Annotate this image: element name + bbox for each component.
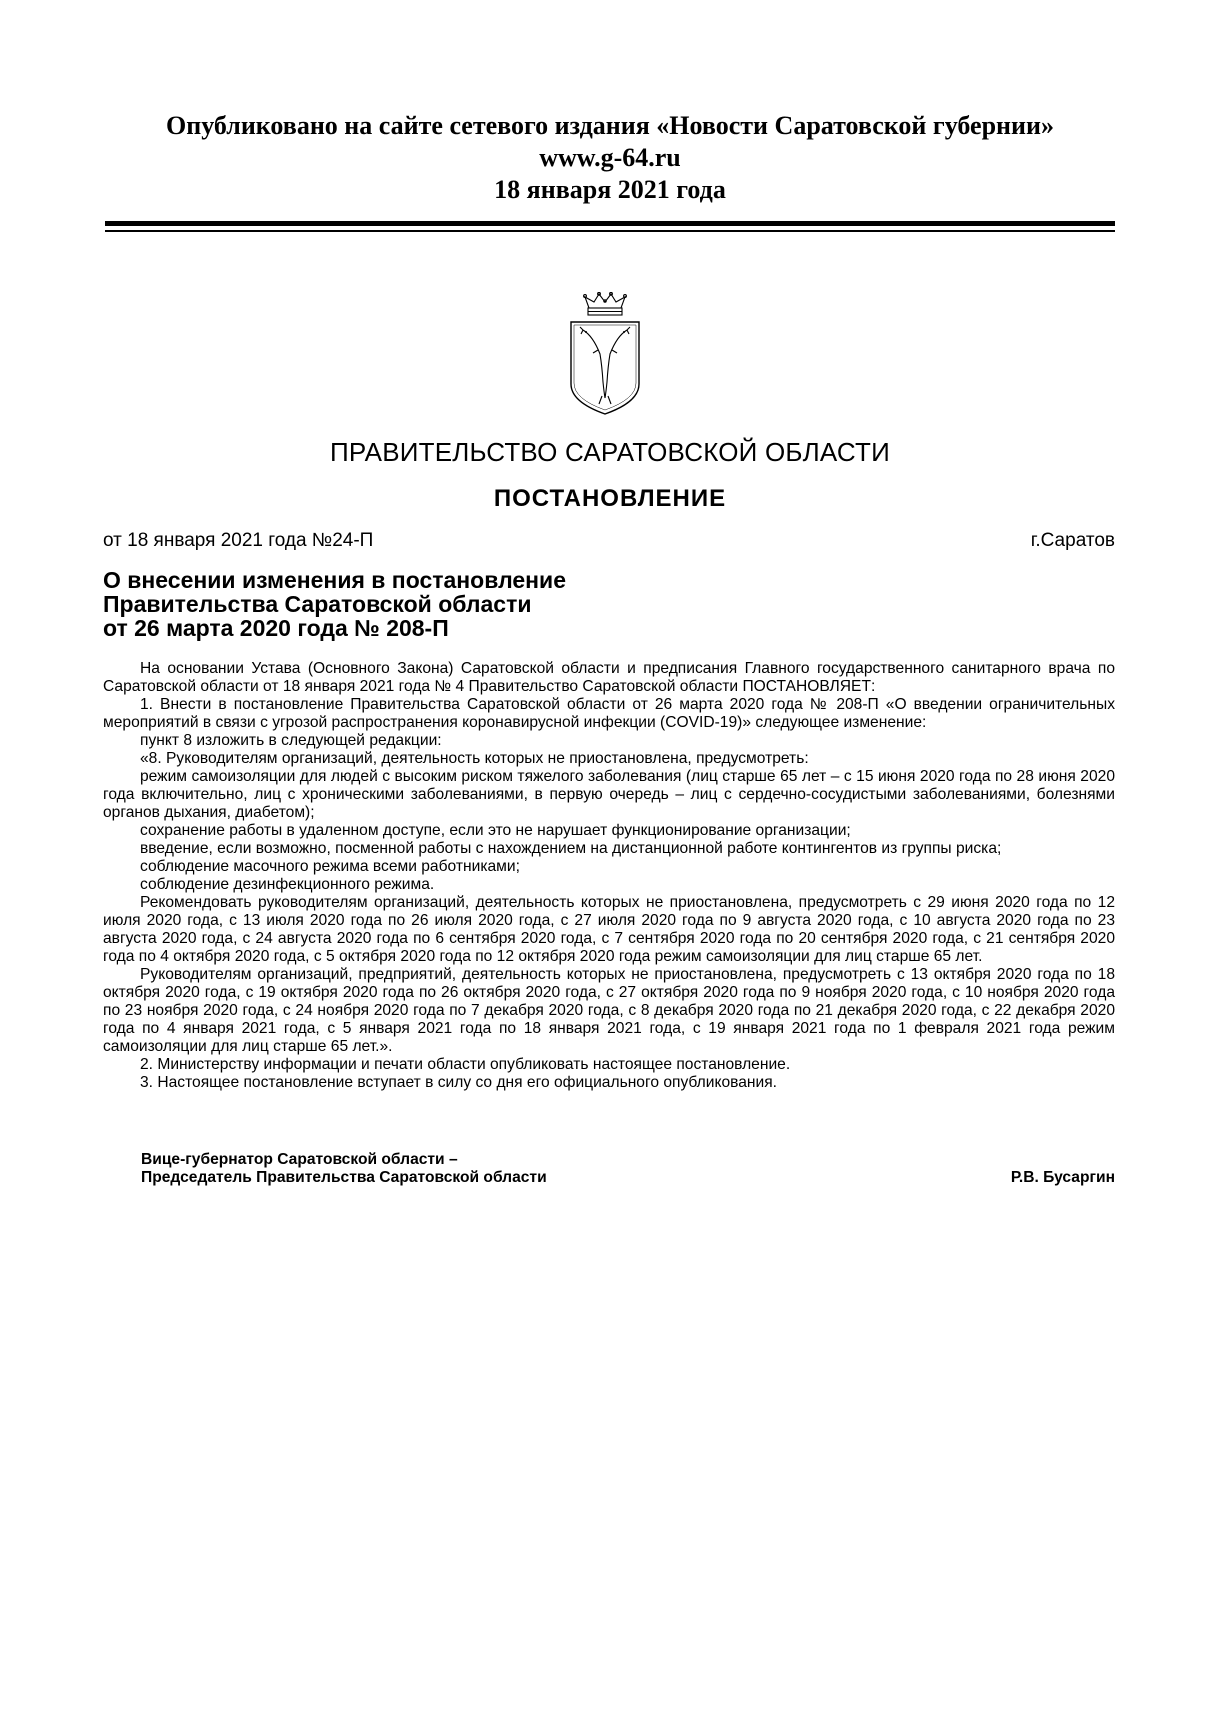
publication-date: 18 января 2021 года — [494, 175, 726, 204]
publication-header — [105, 110, 1115, 206]
header-divider-thick — [105, 221, 1115, 226]
document-title — [103, 568, 803, 640]
saratov-coat-of-arms-icon — [567, 292, 643, 416]
body-paragraph: «8. Руководителям организаций, деятельность которых не приостановлена, предусмотреть: — [140, 750, 809, 767]
document-city: г.Саратов — [1030, 530, 1115, 551]
body-paragraph: сохранение работы в удаленном доступе, если это не нарушает функционирование организации; — [140, 822, 851, 839]
signatory-position: Вице-губернатор Саратовской области – — [141, 1151, 458, 1168]
document-title-line: Правительства Саратовской области — [103, 591, 532, 617]
signatory-position: Председатель Правительства Саратовской области — [141, 1169, 547, 1186]
document-title-line: от 26 марта 2020 года № 208-П — [103, 615, 449, 641]
body-paragraph: режим самоизоляции для людей с высоким риском тяжелого заболевания (лиц старше 65 лет – с 15 июня 2020 года по 28 июня 2020 года включительно, лиц с хроническими заболеваниями, в первую очередь – лиц с сердечно-сосудистыми заболеваниями, болезнями органов дыхания, диабетом); — [103, 768, 1115, 821]
body-paragraph: Руководителям организаций, предприятий, деятельность которых не приостановлена, предусмотреть с 13 октября 2020 года по 18 октября 2020 года, с 19 октября 2020 года по 26 октября 2020 года, с 27 октября 2020 года по 9 ноября 2020 года, с 10 ноября 2020 года по 23 ноября 2020 года, с 24 ноября 2020 года по 7 декабря 2020 года, с 8 декабря 2020 года по 21 декабря 2020 года, с 22 декабря 2020 года по 4 января 2021 года, с 5 января 2021 года по 18 января 2021 года, с 19 января 2021 года по 1 февраля 2021 года режим самоизоляции для лиц старше 65 лет.». — [103, 966, 1115, 1055]
publication-website: www.g-64.ru — [539, 143, 681, 172]
body-paragraph: 2. Министерству информации и печати области опубликовать настоящее постановление. — [140, 1056, 791, 1073]
document-date-number: от 18 января 2021 года №24-П — [103, 530, 374, 551]
document-body — [103, 660, 1115, 1092]
publication-source: Опубликовано на сайте сетевого издания «Новости Саратовской губернии» — [166, 111, 1054, 140]
document-type: ПОСТАНОВЛЕНИЕ — [493, 485, 727, 512]
body-paragraph: пункт 8 изложить в следующей редакции: — [140, 732, 442, 749]
signature-block — [141, 1151, 1115, 1187]
government-name: ПРАВИТЕЛЬСТВО САРАТОВСКОЙ ОБЛАСТИ — [329, 437, 890, 467]
body-paragraph: На основании Устава (Основного Закона) Саратовской области и предписания Главного государственного санитарного врача по Саратовской области от 18 января 2021 года № 4 Правительство Саратовской области ПОСТАНОВЛЯЕТ: — [103, 660, 1115, 695]
body-paragraph: 3. Настоящее постановление вступает в силу со дня его официального опубликования. — [140, 1074, 778, 1091]
body-paragraph: 1. Внести в постановление Правительства Саратовской области от 26 марта 2020 года № 208-П «О введении ограничительных мероприятий в связи с угрозой распространения коронавирусной инфекции (COVID-19)» следующее изменение: — [103, 696, 1115, 731]
header-divider-thin — [105, 230, 1115, 232]
document-title-line: О внесении изменения в постановление — [103, 567, 566, 593]
signatory-name: Р.В. Бусаргин — [1010, 1169, 1115, 1186]
body-paragraph: Рекомендовать руководителям организаций, деятельность которых не приостановлена, предусмотреть с 29 июня 2020 года по 12 июля 2020 года, с 13 июля 2020 года по 26 июля 2020 года, с 27 июля 2020 года по 9 августа 2020 года, с 10 августа 2020 года по 23 августа 2020 года, с 24 августа 2020 года по 6 сентября 2020 года, с 7 сентября 2020 года по 20 сентября 2020 года, с 21 сентября 2020 года по 4 октября 2020 года, с 5 октября 2020 года по 12 октября 2020 года режим самоизоляции для лиц старше 65 лет. — [103, 894, 1115, 965]
body-paragraph: введение, если возможно, посменной работы с нахождением на дистанционной работе контингентов из группы риска; — [140, 840, 1002, 857]
body-paragraph: соблюдение дезинфекционного режима. — [140, 876, 435, 893]
body-paragraph: соблюдение масочного режима всеми работниками; — [140, 858, 520, 875]
